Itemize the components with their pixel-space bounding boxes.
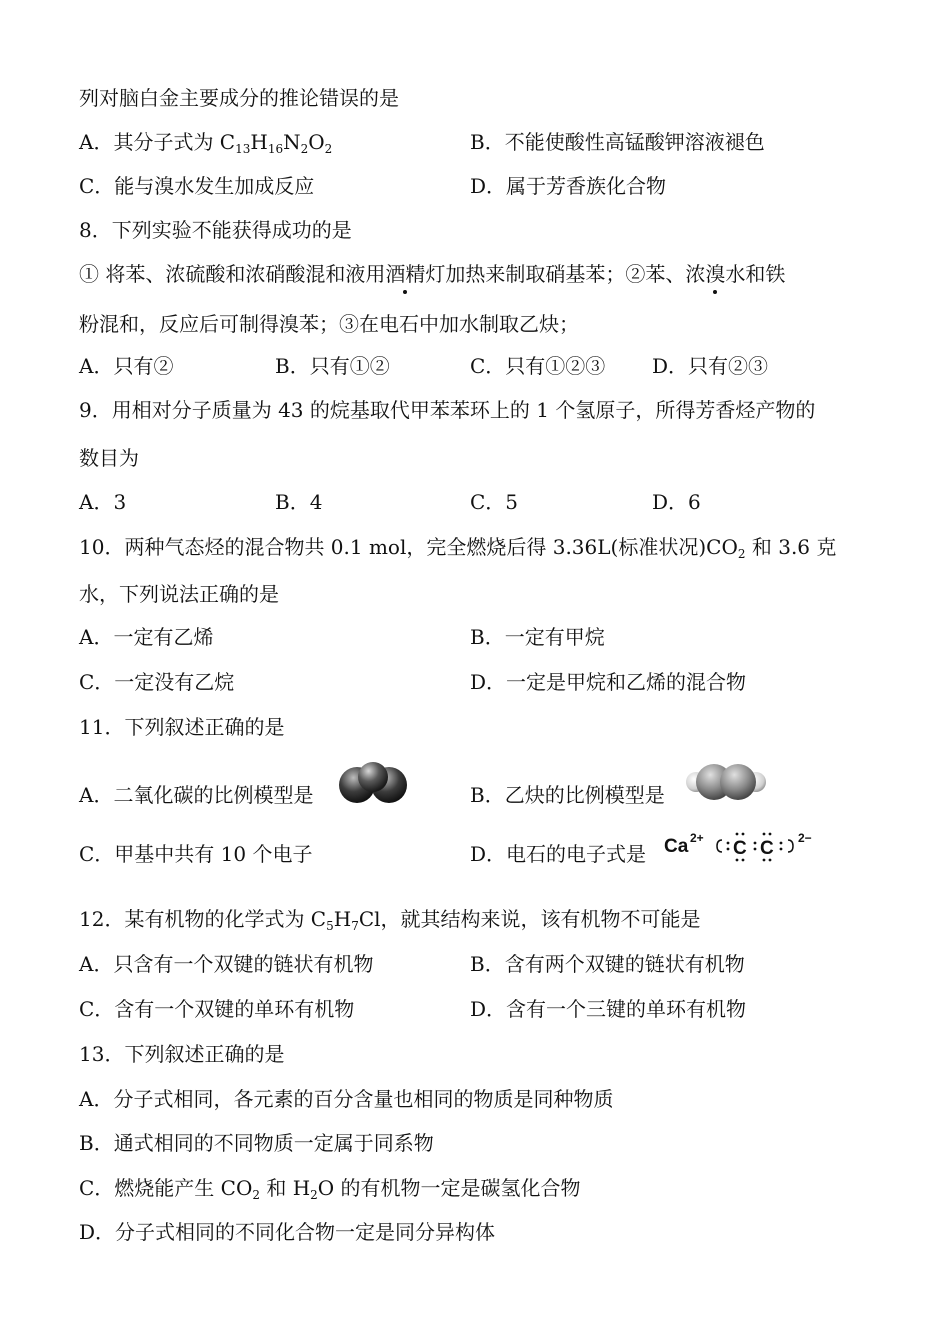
q8-dot-text-1: 酒精 <box>385 262 426 286</box>
ef-dot <box>780 848 783 851</box>
q13-stem: 13．下列叙述正确的是 <box>79 1042 285 1066</box>
q12-sub1: 5 <box>326 919 334 933</box>
q10-option-c: C．一定没有乙烷 <box>79 670 235 694</box>
q8-line1-b: 灯加热来制取硝基苯；②苯、 <box>425 262 686 286</box>
ef-dot <box>736 859 739 862</box>
q9-stem-2: 数目为 <box>79 446 139 470</box>
q7-a-text: A．其分子式为 C <box>79 130 236 154</box>
q7-option-d: D．属于芳香族化合物 <box>470 174 667 198</box>
q7-a-sub1: 13 <box>235 142 251 156</box>
q7-option-b: B．不能使酸性高锰酸钾溶液褪色 <box>470 130 765 154</box>
ef-dot <box>742 833 745 836</box>
q10-option-a: A．一定有乙烯 <box>79 625 214 649</box>
q13-c-post: O 的有机物一定是碳氢化合物 <box>317 1176 581 1200</box>
co2-space-filling-model <box>336 758 410 806</box>
ef-c1: C <box>733 838 747 859</box>
q12-h: H <box>333 907 352 931</box>
q9-stem-1: 9．用相对分子质量为 43 的烷基取代甲苯苯环上的 1 个氢原子，所得芳香烃产物的 <box>79 398 816 422</box>
acetylene-space-filling-model <box>684 760 768 804</box>
q8-emphasis-1 <box>385 262 425 286</box>
ef-dot <box>742 859 745 862</box>
q8-line1-a: ① 将苯、浓硫酸和浓硝酸混和液用 <box>79 262 386 286</box>
q10-stem-1-pre: 10．两种气态烃的混合物共 0.1 mol，完全燃烧后得 3.36L(标准状况)CO <box>79 535 738 559</box>
q13-option-a: A．分子式相同，各元素的百分含量也相同的物质是同种物质 <box>79 1087 614 1111</box>
q12-option-a: A．只含有一个双键的链状有机物 <box>79 952 374 976</box>
q7-stem-end: 列对脑白金主要成分的推论错误的是 <box>79 86 399 110</box>
ef-dot <box>769 833 772 836</box>
ef-dot <box>727 848 730 851</box>
ef-ca: Ca <box>664 836 689 857</box>
q8-stem: 8．下列实验不能获得成功的是 <box>79 218 352 242</box>
q8-option-b: B．只有①② <box>275 354 390 378</box>
ef-dot <box>754 842 757 845</box>
q8-line1 <box>79 262 785 286</box>
q13-c-sub2: 2 <box>310 1188 318 1202</box>
q8-line1-c: 和铁 <box>745 262 786 286</box>
q11-option-d: D．电石的电子式是 <box>470 842 647 866</box>
q12-option-d: D．含有一个三键的单环有机物 <box>470 997 747 1021</box>
q12-sub2: 7 <box>351 919 359 933</box>
q12-option-c: C．含有一个双键的单环有机物 <box>79 997 355 1021</box>
q7-a-o: O <box>308 130 325 154</box>
ef-c2: C <box>760 838 774 859</box>
q10-stem-1-sub: 2 <box>737 547 746 561</box>
q10-stem-2: 水，下列说法正确的是 <box>79 582 279 606</box>
q11-option-c: C．甲基中共有 10 个电子 <box>79 842 313 866</box>
ef-dot <box>736 833 739 836</box>
q7-a-sub3: 2 <box>300 142 309 156</box>
q8-option-d: D．只有②③ <box>652 354 769 378</box>
q10-option-b: B．一定有甲烷 <box>470 625 605 649</box>
q9-option-a: A．3 <box>79 490 127 514</box>
q7-option-a <box>79 130 332 154</box>
co2-center-atom <box>358 762 388 792</box>
q10-option-d: D．一定是甲烷和乙烯的混合物 <box>470 670 747 694</box>
ef-anion-charge: 2− <box>798 831 812 845</box>
q11-stem: 11．下列叙述正确的是 <box>79 715 285 739</box>
q12-stem-pre: 12．某有机物的化学式为 C <box>79 907 327 931</box>
ef-dot <box>780 842 783 845</box>
ef-dot <box>727 842 730 845</box>
q8-dot-text-2: 浓溴水 <box>685 262 746 286</box>
q9-option-c: C．5 <box>470 490 519 514</box>
q10-stem-1 <box>79 535 836 559</box>
q12-stem-post: Cl，就其结构来说，该有机物不可能是 <box>358 907 701 931</box>
q8-option-c: C．只有①②③ <box>470 354 606 378</box>
q11-option-b: B．乙炔的比例模型是 <box>470 783 665 807</box>
ef-dot <box>763 859 766 862</box>
q13-c-pre: C．燃烧能产生 CO <box>79 1176 253 1200</box>
acetylene-c-right <box>720 764 756 800</box>
q12-option-b: B．含有两个双键的链状有机物 <box>470 952 745 976</box>
q8-line2: 粉混和，反应后可制得溴苯；③在电石中加水制取乙炔； <box>79 312 579 336</box>
q7-a-n: N <box>283 130 301 154</box>
q12-stem <box>79 907 701 931</box>
q13-option-b: B．通式相同的不同物质一定属于同系物 <box>79 1131 434 1155</box>
q9-option-d: D．6 <box>652 490 701 514</box>
calcium-carbide-electron-formula <box>662 828 832 866</box>
q7-a-sub2: 16 <box>267 142 284 156</box>
ef-ca-charge: 2+ <box>690 831 704 845</box>
q13-c-sub1: 2 <box>252 1188 260 1202</box>
ef-dot <box>769 859 772 862</box>
q7-a-h: H <box>250 130 268 154</box>
ef-dot <box>763 833 766 836</box>
q8-option-a: A．只有② <box>79 354 174 378</box>
q11-option-a: A．二氧化碳的比例模型是 <box>79 783 314 807</box>
q7-option-c: C．能与溴水发生加成反应 <box>79 174 315 198</box>
ef-left-bracket <box>717 840 722 852</box>
q13-option-c <box>79 1176 581 1200</box>
ef-right-bracket <box>788 840 793 852</box>
q13-c-mid: 和 H <box>260 1176 311 1200</box>
q9-option-b: B．4 <box>275 490 323 514</box>
q7-a-sub4: 2 <box>324 142 333 156</box>
q10-stem-1-post: 和 3.6 克 <box>745 535 837 559</box>
q13-option-d: D．分子式相同的不同化合物一定是同分异构体 <box>79 1220 496 1244</box>
q8-emphasis-2 <box>685 262 745 286</box>
ef-dot <box>754 848 757 851</box>
